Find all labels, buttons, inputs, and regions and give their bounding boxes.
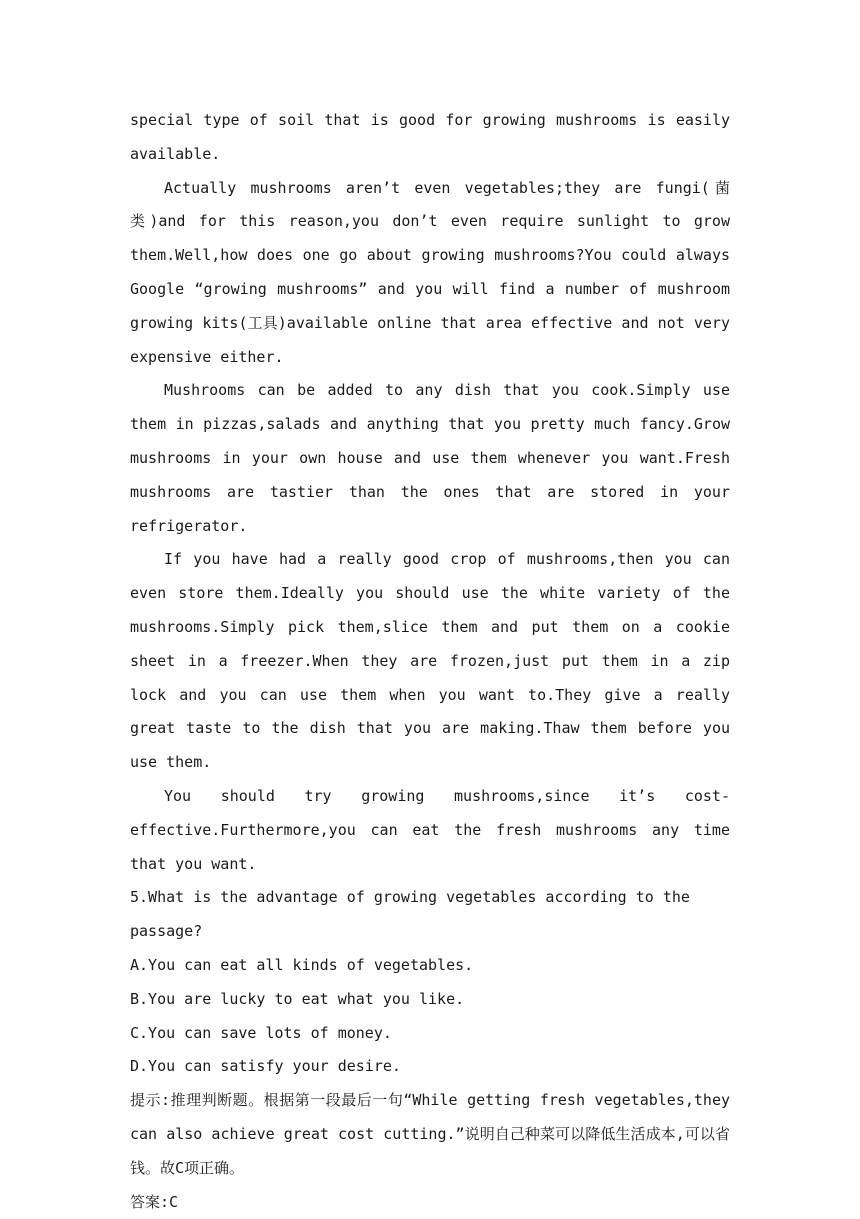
passage-paragraph-5: You should try growing mushrooms,since it’s cost-effective.Furthermore,you can eat the fresh mushrooms any time that you want. xyxy=(130,780,730,881)
passage-paragraph-1: special type of soil that is good for growing mushrooms is easily available. xyxy=(130,104,730,172)
option-a: A.You can eat all kinds of vegetables. xyxy=(130,949,730,983)
option-d: D.You can satisfy your desire. xyxy=(130,1050,730,1084)
passage-paragraph-2: Actually mushrooms aren’t even vegetables;they are fungi(菌类)and for this reason,you don’t even require sunlight to grow them.Well,how does one go about growing mushrooms?You could always Google “growing mushrooms” and you will find a number of mushroom growing kits(工具)available online that area effective and not very expensive either. xyxy=(130,172,730,375)
question-stem: 5.What is the advantage of growing vegetables according to the passage? xyxy=(130,881,730,949)
passage-paragraph-4: If you have had a really good crop of mushrooms,then you can even store them.Ideally you should use the white variety of the mushrooms.Simply pick them,slice them and put them on a cookie sheet in a freezer.When they are frozen,just put them in a zip lock and you can use them when you want to.They give a really great taste to the dish that you are making.Thaw them before you use them. xyxy=(130,543,730,780)
passage-paragraph-3: Mushrooms can be added to any dish that you cook.Simply use them in pizzas,salads and anything that you pretty much fancy.Grow mushrooms in your own house and use them whenever you want.Fresh mushrooms are tastier than the ones that are stored in your refrigerator. xyxy=(130,374,730,543)
option-c: C.You can save lots of money. xyxy=(130,1017,730,1051)
option-b: B.You are lucky to eat what you like. xyxy=(130,983,730,1017)
answer-text: 答案:C xyxy=(130,1186,730,1219)
hint-text: 提示:推理判断题。根据第一段最后一句“While getting fresh vegetables,they can also achieve great cost cutting.”说明自己种菜可以降低生活成本,可以省钱。故C项正确。 xyxy=(130,1084,730,1185)
document-page xyxy=(130,104,730,1219)
